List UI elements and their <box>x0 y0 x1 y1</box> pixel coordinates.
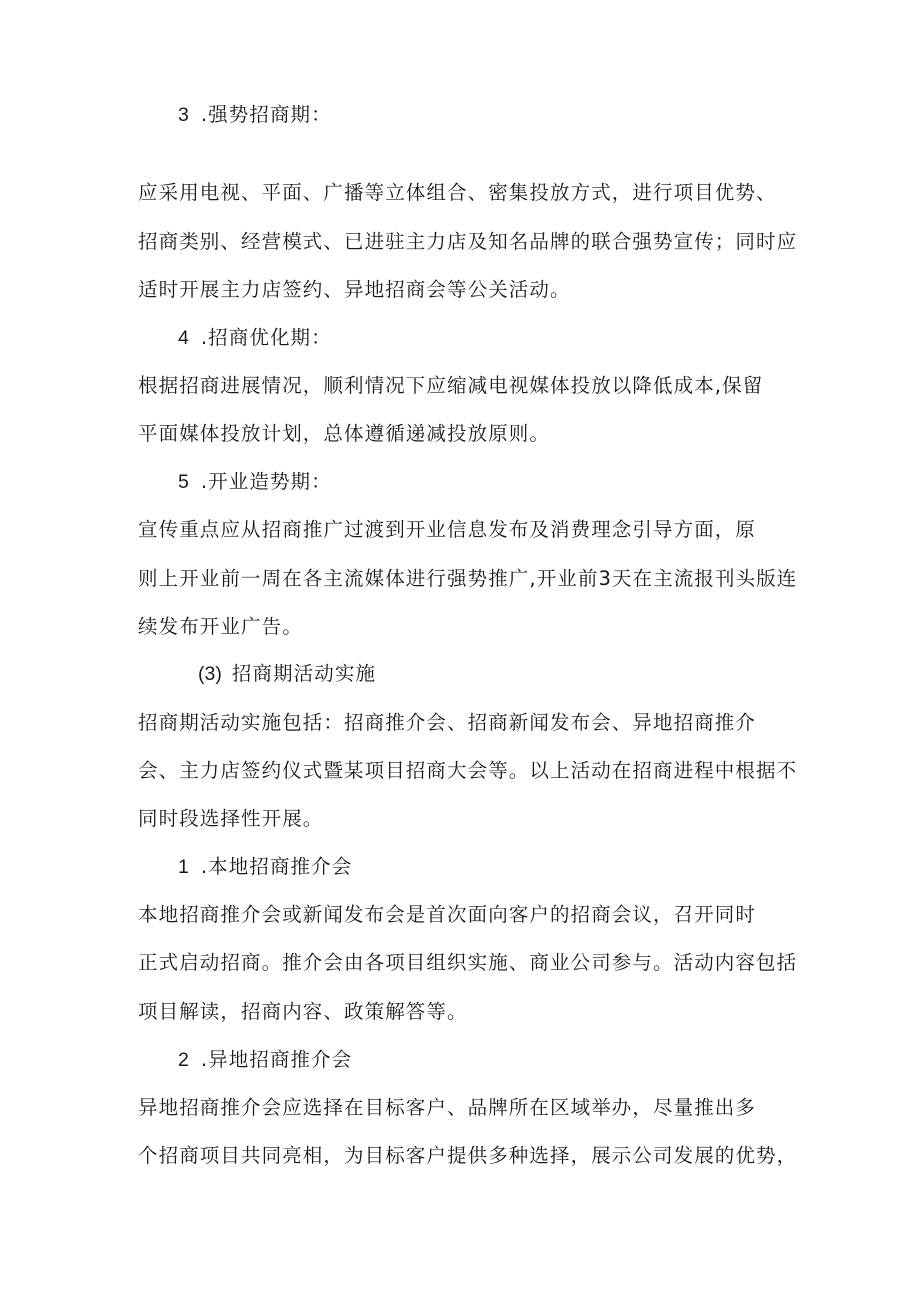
heading-number: 3 <box>178 104 189 126</box>
section-heading <box>178 470 332 494</box>
paragraph-line: 异地招商推介会应选择在目标客户、品牌所在区域举办，尽量推出多 <box>138 1096 757 1119</box>
heading-number: 2 <box>178 1049 189 1071</box>
paragraph-line: 正式启动招商。推介会由各项目组织实施、商业公司参与。活动内容包括 <box>138 951 798 974</box>
heading-text: .异地招商推介会 <box>200 1048 353 1071</box>
subsection-heading <box>198 662 376 686</box>
paragraph-line: 根据招商进展情况，顺利情况下应缩减电视媒体投放以降低成本,保留 <box>138 374 764 397</box>
paragraph-line: 招商类别、经营模式、已进驻主力店及知名品牌的联合强势宣传；同时应 <box>138 230 798 253</box>
paragraph-line: 适时开展主力店签约、异地招商会等公关活动。 <box>138 278 571 301</box>
section-heading <box>178 1048 352 1072</box>
paragraph-line: 项目解读，招商内容、政策解答等。 <box>138 1000 468 1023</box>
heading-text: .招商优化期： <box>200 326 332 349</box>
paragraph-line: 则上开业前一周在各主流媒体进行强势推广,开业前3天在主流报刊头版连 <box>138 567 798 590</box>
paragraph-line: 平面媒体投放计划，总体遵循递减投放原则。 <box>138 422 551 445</box>
section-heading <box>178 103 332 127</box>
heading-number: 4 <box>178 327 189 349</box>
paragraph-line: 个招商项目共同亮相，为目标客户提供多种选择，展示公司发展的优势， <box>138 1144 798 1167</box>
paragraph-line: 招商期活动实施包括：招商推介会、招商新闻发布会、异地招商推介 <box>138 711 757 734</box>
heading-number: 5 <box>178 471 189 493</box>
heading-text: .开业造势期： <box>200 470 332 493</box>
heading-number: 1 <box>178 856 189 878</box>
paragraph-line: 应采用电视、平面、广播等立体组合、密集投放方式，进行项目优势、 <box>138 181 777 204</box>
heading-text: .本地招商推介会 <box>200 855 353 878</box>
paragraph-line: 同时段选择性开展。 <box>138 807 324 830</box>
section-heading <box>178 855 352 879</box>
paragraph-line: 本地招商推介会或新闻发布会是首次面向客户的招商会议，召开同时 <box>138 903 757 926</box>
heading-text: 招商期活动实施 <box>231 662 377 685</box>
heading-text: .强势招商期： <box>200 103 332 126</box>
paragraph-line: 会、主力店签约仪式暨某项目招商大会等。以上活动在招商进程中根据不 <box>138 759 798 782</box>
paragraph-line: 续发布开业广告。 <box>138 615 303 638</box>
paragraph-line: 宣传重点应从招商推广过渡到开业信息发布及消费理念引导方面，原 <box>138 518 757 541</box>
heading-number: (3) <box>198 663 222 685</box>
section-heading <box>178 326 332 350</box>
